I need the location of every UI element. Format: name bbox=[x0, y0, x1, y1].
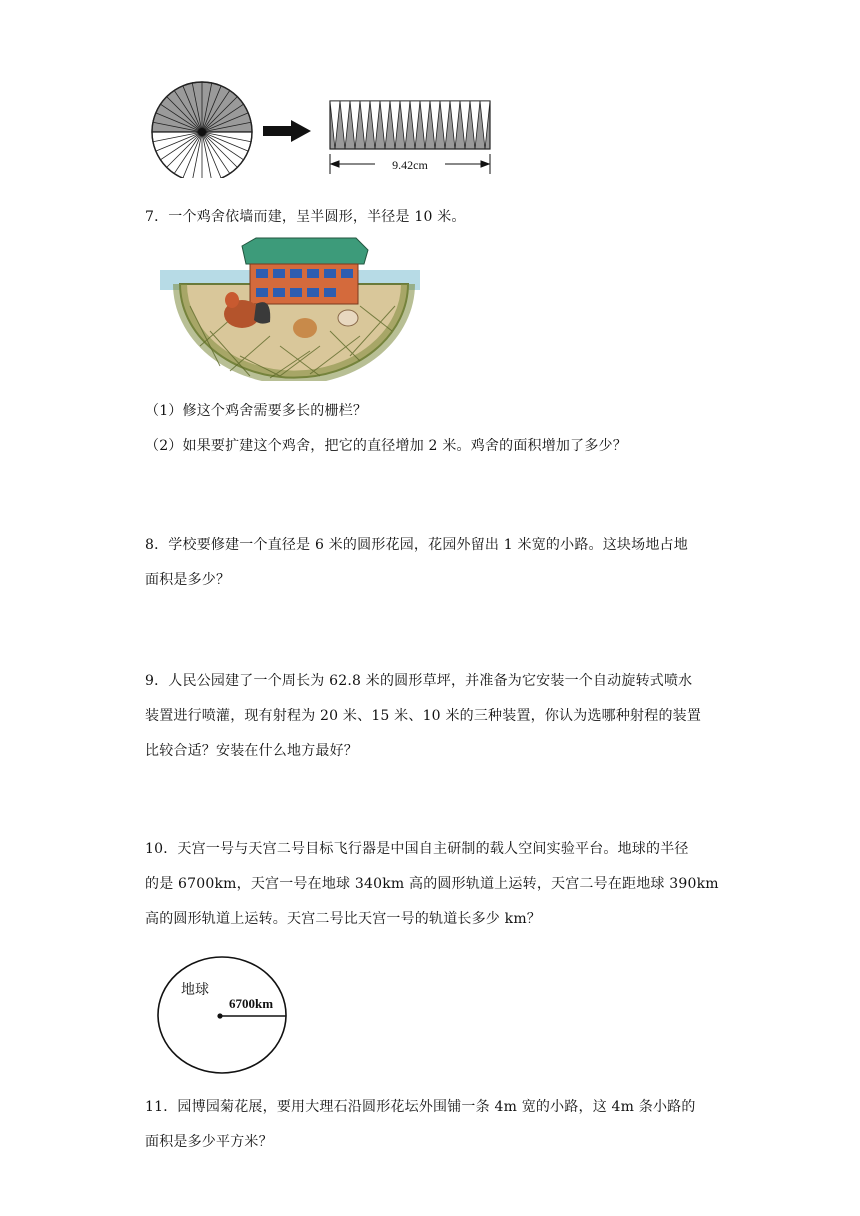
question-8-line-1: 8．学校要修建一个直径是 6 米的圆形花园，花园外留出 1 米宽的小路。这块场地占地 bbox=[145, 537, 688, 553]
question-9-line-3: 比较合适？安装在什么地方最好？ bbox=[145, 743, 358, 759]
circle-rearrangement-figure bbox=[145, 78, 505, 178]
question-9 bbox=[145, 664, 725, 769]
question-8 bbox=[145, 528, 725, 598]
question-9-line-1: 9．人民公园建了一个周长为 62.8 米的圆形草坪，并准备为它安装一个自动旋转式喷水 bbox=[145, 673, 693, 689]
sector-circle bbox=[152, 82, 252, 178]
question-9-line-2: 装置进行喷灌，现有射程为 20 米、15 米、10 米的三种装置，你认为选哪种射程的装置 bbox=[145, 708, 702, 724]
question-7-sub-1: （1）修这个鸡舍需要多长的栅栏？ bbox=[145, 403, 368, 419]
earth-radius-diagram bbox=[155, 955, 295, 1079]
earth-label: 地球 bbox=[181, 982, 209, 998]
radius-label: 6700km bbox=[229, 996, 274, 1011]
chicken-coop-illustration bbox=[160, 236, 420, 381]
rearranged-sectors bbox=[330, 101, 490, 149]
length-label: 9.42cm bbox=[392, 158, 428, 172]
question-8-line-2: 面积是多少？ bbox=[145, 572, 231, 588]
circle-rearrangement-svg bbox=[145, 78, 505, 178]
question-11-line-1: 11．园博园菊花展，要用大理石沿圆形花坛外围铺一条 4m 宽的小路，这 4m 条小路的 bbox=[145, 1099, 696, 1115]
question-11 bbox=[145, 1090, 725, 1160]
question-11-line-2: 面积是多少平方米？ bbox=[145, 1134, 273, 1150]
coop-building bbox=[242, 238, 368, 304]
question-10-line-1: 10．天宫一号与天宫二号目标飞行器是中国自主研制的载人空间实验平台。地球的半径 bbox=[145, 841, 689, 857]
question-10 bbox=[145, 832, 725, 937]
question-7-title: 7．一个鸡舍依墙而建，呈半圆形，半径是 10 米。 bbox=[145, 209, 466, 225]
right-arrow-icon bbox=[263, 120, 311, 142]
question-10-line-3: 高的圆形轨道上运转。天宫二号比天宫一号的轨道长多少 km？ bbox=[145, 911, 542, 927]
question-10-line-2: 的是 6700km，天宫一号在地球 340km 高的圆形轨道上运转，天宫二号在距地球 390km bbox=[145, 876, 719, 892]
question-7-sub-2: （2）如果要扩建这个鸡舍，把它的直径增加 2 米。鸡舍的面积增加了多少？ bbox=[145, 438, 627, 454]
